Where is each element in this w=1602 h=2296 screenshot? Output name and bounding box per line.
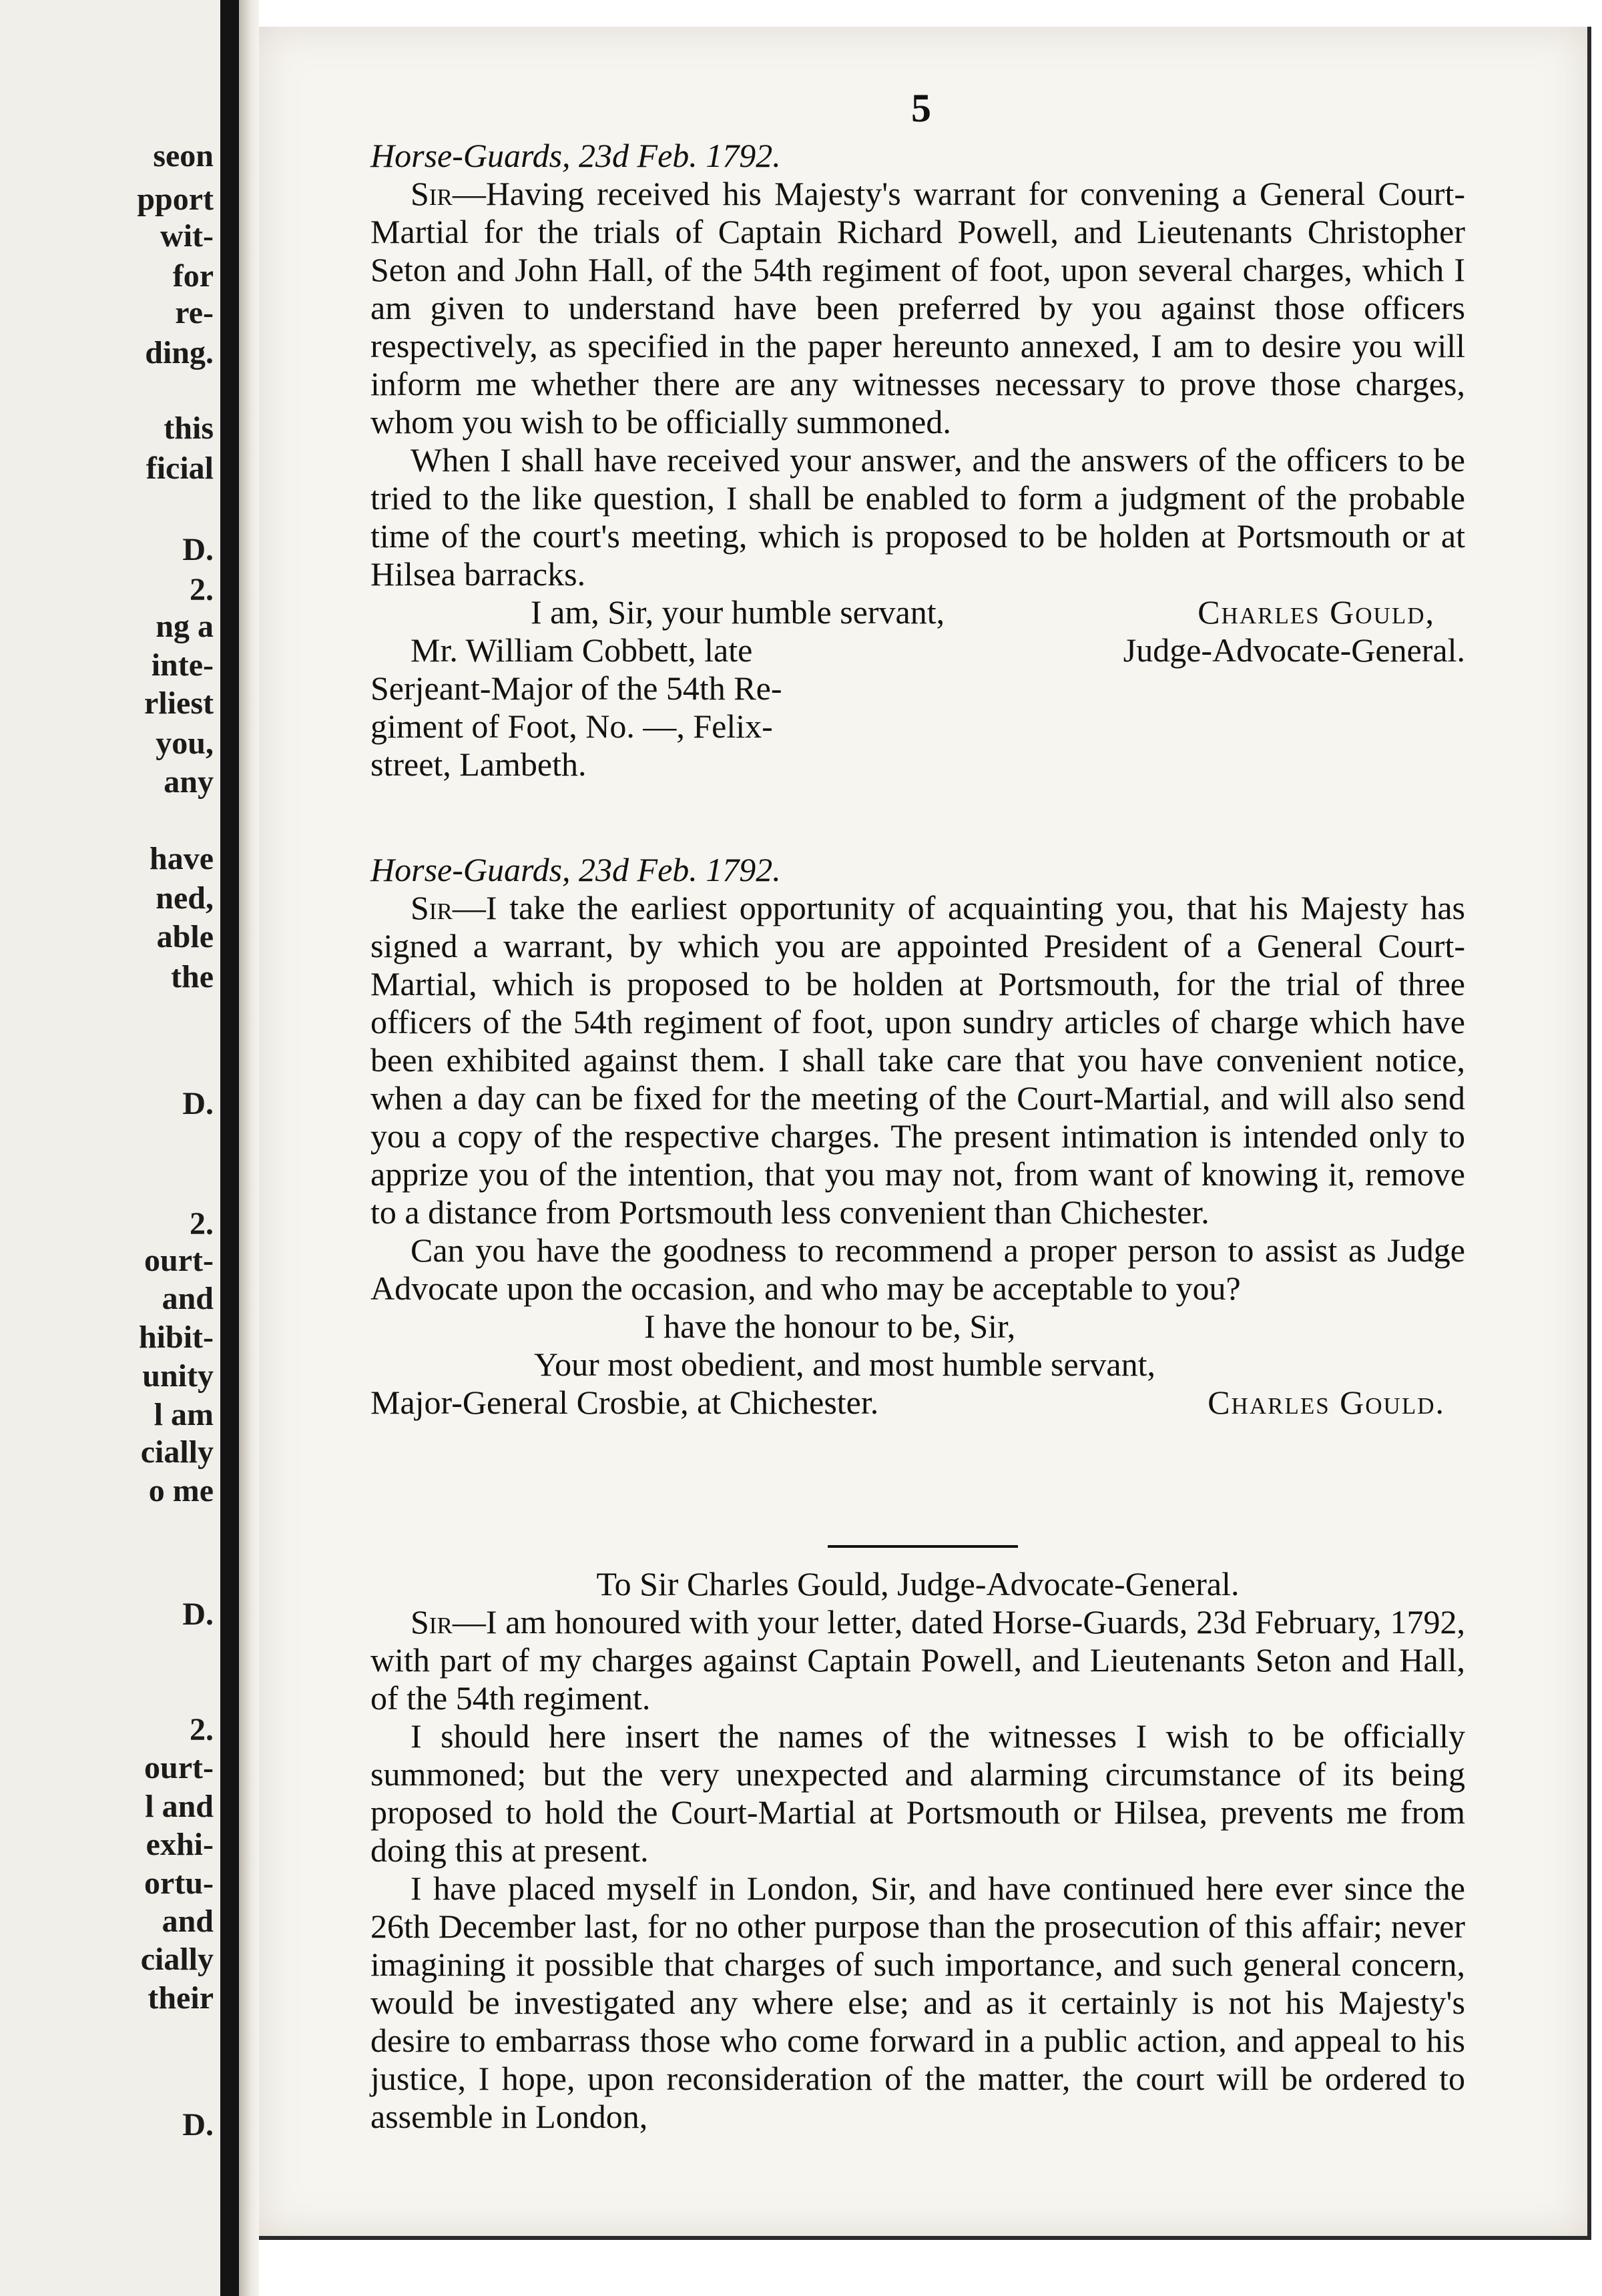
- letter-1-paragraph-2: When I shall have received your answer, and the answers of the officers to be tried to the like question, I shall be enabled to form a judgment of the probable time of the court's meeting, which is proposed to be holden at Portsmouth or at Hilsea barracks.: [370, 441, 1465, 593]
- facing-page-fragment: D.: [182, 532, 214, 567]
- facing-page-fragment: 2.: [190, 1206, 214, 1241]
- letter-3: [370, 1565, 1465, 2136]
- facing-page-fragment: any: [164, 764, 214, 800]
- facing-page-fragment: inte-: [151, 647, 214, 683]
- facing-page-fragment: 2.: [190, 572, 214, 607]
- section-divider: [828, 1545, 1018, 1548]
- letter-1-title: Judge-Advocate-General.: [1123, 631, 1465, 669]
- facing-page-fragment: o me: [148, 1473, 214, 1508]
- facing-page-fragment: ortu-: [144, 1866, 214, 1901]
- facing-page-fragment: l and: [145, 1789, 214, 1824]
- letter-2-para-1-text: —I take the earliest opportunity of acquainting you, that his Majesty has signed a warrant, by which you are appointed President of a General Court-Martial, which is proposed to be holden at Portsmouth, for the trial of three officers of the 54th regiment of foot, upon sundry articles of charge which have been exhibited against them. I shall take care that you have convenient notice, when a day can be fixed for the meeting of the Court-Martial, and will also send you a copy of the respective charges. The present intimation is intended only to apprize you of the intention, that you may not, from want of knowing it, remove to a distance from Portsmouth less convenient than Chichester.: [370, 889, 1465, 1231]
- facing-page-fragment: you,: [156, 726, 214, 761]
- facing-page-fragment: and: [162, 1281, 214, 1316]
- letter-1-closing: I am, Sir, your humble servant,: [531, 593, 945, 631]
- facing-page-fragment: have: [150, 841, 214, 876]
- letter-1-address-line-2: Serjeant-Major of the 54th Re-: [370, 669, 782, 707]
- facing-page-fragment: D.: [182, 2107, 214, 2142]
- letter-1-dateline: Horse-Guards, 23d Feb. 1792.: [370, 137, 781, 174]
- facing-page-fragment: wit-: [160, 218, 214, 254]
- letter-2: [370, 851, 1465, 1422]
- facing-page-fragment: l am: [154, 1397, 214, 1432]
- letter-2-closing-1: I have the honour to be, Sir,: [644, 1308, 1016, 1345]
- letter-2-paragraph-1: [370, 889, 1465, 1231]
- facing-page-fragment: their: [148, 1980, 214, 2016]
- facing-page-fragment: and: [162, 1904, 214, 1939]
- letter-3-salutation: Sir: [411, 1603, 453, 1641]
- letter-3-paragraph-3: I have placed myself in London, Sir, and have continued here ever since the 26th December last, for no other purpose than the prosecution of this affair; never imagining it possible that charges of such importance, and such general concern, would be investigated any where else; and as it certainly is not his Majesty's desire to embarrass those who come forward in a public action, and appeal to his justice, I hope, upon reconsideration of the matter, the court will be ordered to assemble in London,: [370, 1870, 1465, 2135]
- letter-2-salutation: Sir: [411, 889, 453, 926]
- letter-1-address-line-3: giment of Foot, No. —, Felix-: [370, 707, 773, 745]
- facing-page-fragment: cially: [140, 1942, 214, 1977]
- page-number: 5: [911, 86, 931, 130]
- facing-page-fragment: D.: [182, 1086, 214, 1121]
- facing-page-fragment: D.: [182, 1597, 214, 1632]
- facing-page-fragment: ficial: [146, 451, 214, 486]
- facing-page-fragment: for: [172, 258, 214, 294]
- letter-2-closing-2: Your most obedient, and most humble servant,: [534, 1346, 1155, 1383]
- facing-page-fragment: the: [171, 959, 214, 994]
- letter-1-signoff-row: [370, 593, 1465, 631]
- gutter-shadow: [239, 0, 259, 2296]
- facing-page-fragment: ding.: [145, 335, 214, 370]
- letter-1-para-1-text: —Having received his Majesty's warrant for convening a General Court-Martial for the trials of Captain Richard Powell, and Lieutenants Christopher Seton and John Hall, of the 54th regiment of foot, upon several charges, which I am given to understand have been preferred by you against those officers respectively, as specified in the paper hereunto annexed, I am to desire you will inform me whether there are any witnesses necessary to prove those charges, whom you wish to be officially summoned.: [370, 175, 1465, 441]
- letter-1-address-line-4: street, Lambeth.: [370, 746, 587, 783]
- letter-1-paragraph-1: [370, 175, 1465, 441]
- letter-2-signoff-row: [370, 1384, 1465, 1422]
- book-gutter: [220, 0, 239, 2296]
- letter-2-dateline: Horse-Guards, 23d Feb. 1792.: [370, 851, 781, 888]
- letter-1-address-row: [370, 631, 1465, 669]
- facing-page-fragment: ned,: [156, 880, 214, 916]
- facing-page-fragment: seon: [153, 138, 214, 174]
- facing-page-fragment: hibit-: [138, 1320, 214, 1355]
- letter-1-salutation: Sir: [411, 175, 453, 212]
- letter-1-address-line-1: Mr. William Cobbett, late: [411, 631, 753, 669]
- letter-3-heading: To Sir Charles Gould, Judge-Advocate-General.: [596, 1565, 1240, 1603]
- facing-page-strip: [0, 0, 220, 2296]
- facing-page-fragment: cially: [140, 1434, 214, 1470]
- facing-page-fragment: ourt-: [144, 1243, 214, 1278]
- letter-1: [370, 137, 1465, 784]
- facing-page-fragment: ng a: [156, 609, 214, 644]
- facing-page-fragment: 2.: [190, 1712, 214, 1747]
- facing-page-fragment: ourt-: [144, 1750, 214, 1785]
- letter-3-para-1-text: —I am honoured with your letter, dated Horse-Guards, 23d February, 1792, with part of my charges against Captain Powell, and Lieutenants Seton and Hall, of the 54th regiment.: [370, 1603, 1465, 1717]
- facing-page-fragment: pport: [137, 182, 214, 217]
- facing-page-fragment: this: [164, 410, 214, 446]
- facing-page-fragment: exhi-: [146, 1827, 214, 1862]
- letter-1-signature: Charles Gould,: [1197, 593, 1435, 631]
- facing-page-fragment: rliest: [144, 685, 214, 721]
- facing-page-fragment: re-: [175, 295, 214, 330]
- facing-page-fragment: unity: [142, 1358, 214, 1394]
- letter-2-signature: Charles Gould.: [1208, 1384, 1445, 1421]
- letter-2-addressee: Major-General Crosbie, at Chichester.: [370, 1384, 879, 1421]
- letter-3-paragraph-2: I should here insert the names of the witnesses I wish to be officially summoned; but the very unexpected and alarming circumstance of its being proposed to hold the Court-Martial at Portsmouth or Hilsea, prevents me from doing this at present.: [370, 1717, 1465, 1869]
- facing-page-fragment: able: [156, 919, 214, 954]
- letter-2-paragraph-2: Can you have the goodness to recommend a proper person to assist as Judge Advocate upon the occasion, and who may be acceptable to you?: [370, 1231, 1465, 1307]
- letter-3-paragraph-1: [370, 1603, 1465, 1717]
